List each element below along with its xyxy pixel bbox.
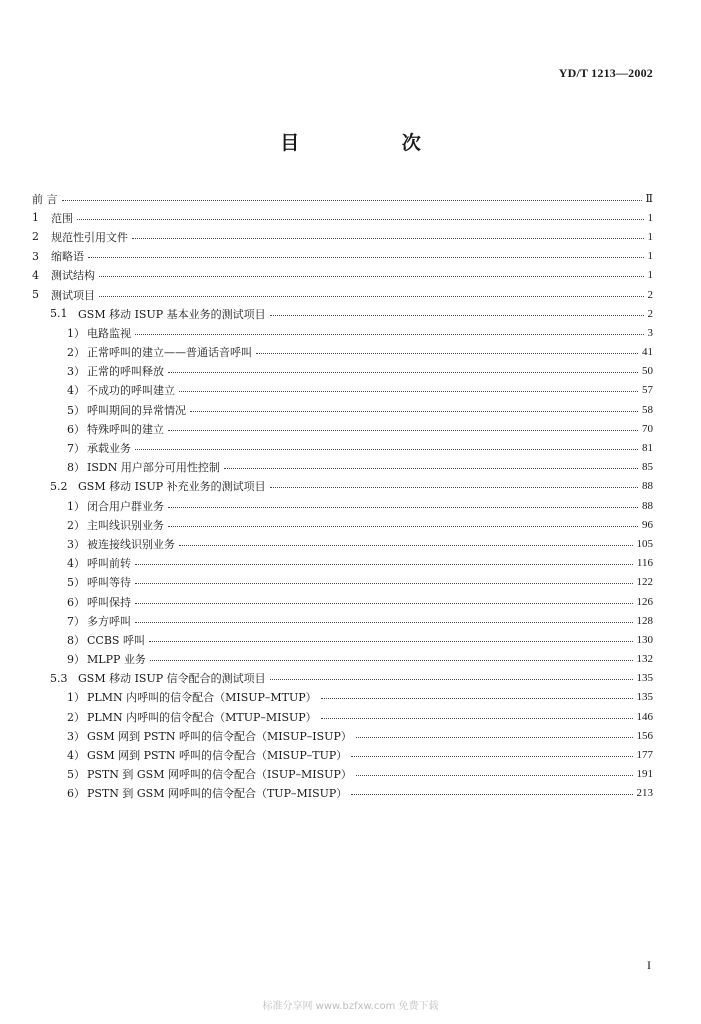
toc-entry[interactable]: [0, 534, 701, 553]
toc-entry[interactable]: [0, 285, 701, 304]
toc-entry-number: 5: [32, 288, 39, 302]
toc-entry-label: 范围: [51, 211, 73, 225]
toc-entry[interactable]: [0, 266, 701, 285]
toc-entry-page: 3: [647, 326, 653, 339]
toc-entry-page: 50: [642, 365, 653, 378]
toc-entry[interactable]: [0, 573, 701, 592]
toc-entry-page: 135: [636, 691, 653, 704]
dot-leader: [62, 200, 642, 201]
toc-entry[interactable]: [0, 381, 701, 400]
dot-leader: [270, 487, 638, 488]
toc-entry[interactable]: [0, 726, 701, 745]
toc-entry-number: 4）: [67, 557, 85, 571]
toc-entry[interactable]: [0, 208, 701, 227]
toc-entry-number: 2: [32, 230, 39, 244]
dot-leader: [77, 219, 644, 220]
dot-leader: [135, 449, 638, 450]
table-of-contents: [0, 189, 701, 803]
dot-leader: [179, 545, 633, 546]
toc-entry-label: 呼叫等待: [87, 576, 131, 590]
toc-entry-label: 前 言: [32, 192, 58, 206]
toc-entry-page: 88: [642, 480, 653, 493]
toc-entry-number: 1）: [67, 691, 85, 705]
toc-entry-page: 132: [636, 653, 653, 666]
toc-entry-page: 88: [642, 499, 653, 512]
toc-entry-page: Ⅱ: [645, 193, 653, 206]
toc-entry-page: 57: [642, 384, 653, 397]
toc-entry-page: 130: [636, 633, 653, 646]
toc-entry-page: 156: [636, 729, 653, 742]
toc-entry-label: 规范性引用文件: [51, 230, 128, 244]
toc-entry-number: 8）: [67, 633, 85, 647]
toc-entry[interactable]: [0, 496, 701, 515]
toc-entry-page: 2: [647, 288, 653, 301]
toc-entry[interactable]: [0, 400, 701, 419]
toc-entry[interactable]: [0, 515, 701, 534]
dot-leader: [321, 718, 633, 719]
toc-entry-number: 5.1: [50, 307, 68, 321]
dot-leader: [135, 564, 633, 565]
toc-entry-page: 70: [642, 422, 653, 435]
toc-entry-number: 3）: [67, 365, 85, 379]
toc-entry[interactable]: [0, 650, 701, 669]
toc-entry-label: ISDN 用户部分可用性控制: [87, 461, 220, 475]
toc-entry-page: 1: [647, 230, 653, 243]
dot-leader: [321, 698, 633, 699]
toc-entry[interactable]: [0, 592, 701, 611]
toc-entry-number: 4）: [67, 749, 85, 763]
toc-entry-number: 3: [32, 249, 39, 263]
toc-entry[interactable]: [0, 688, 701, 707]
toc-entry[interactable]: [0, 438, 701, 457]
toc-entry-number: 3）: [67, 729, 85, 743]
toc-entry-label: PLMN 内呼叫的信令配合（MTUP–MISUP）: [87, 710, 317, 724]
toc-entry-page: 116: [636, 557, 653, 570]
toc-entry[interactable]: [0, 419, 701, 438]
toc-entry-label: GSM 网到 PSTN 呼叫的信令配合（MISUP–TUP）: [87, 749, 348, 763]
toc-entry[interactable]: [0, 227, 701, 246]
dot-leader: [168, 526, 638, 527]
dot-leader: [135, 583, 633, 584]
toc-entry-page: 146: [636, 710, 653, 723]
toc-entry-page: 2: [647, 307, 653, 320]
toc-entry-page: 58: [642, 403, 653, 416]
dot-leader: [132, 238, 644, 239]
toc-entry[interactable]: [0, 611, 701, 630]
toc-entry[interactable]: [0, 707, 701, 726]
toc-entry-label: GSM 移动 ISUP 补充业务的测试项目: [78, 480, 266, 494]
toc-entry-number: 5.3: [50, 671, 68, 685]
watermark: 标准分享网 www.bzfxw.com 免费下载: [262, 1001, 439, 1012]
dot-leader: [135, 603, 633, 604]
toc-entry-page: 213: [636, 787, 653, 800]
page-number: I: [647, 958, 651, 972]
dot-leader: [270, 679, 633, 680]
toc-entry-label: 缩略语: [51, 250, 84, 264]
toc-entry-number: 3）: [67, 537, 85, 551]
toc-entry-label: 正常的呼叫释放: [87, 365, 164, 379]
toc-entry-number: 1: [32, 211, 39, 225]
toc-entry-label: 多方呼叫: [87, 614, 131, 628]
toc-entry-number: 8）: [67, 461, 85, 475]
dot-leader: [150, 660, 633, 661]
toc-entry[interactable]: [0, 362, 701, 381]
dot-leader: [99, 276, 644, 277]
toc-entry-page: 85: [642, 461, 653, 474]
dot-leader: [351, 756, 632, 757]
toc-entry[interactable]: [0, 745, 701, 764]
toc-entry-page: 128: [636, 614, 653, 627]
toc-entry-label: GSM 网到 PSTN 呼叫的信令配合（MISUP–ISUP）: [87, 729, 352, 743]
toc-entry-page: 1: [647, 250, 653, 263]
toc-entry-label: 正常呼叫的建立——普通话音呼叫: [87, 346, 252, 360]
toc-entry-label: PSTN 到 GSM 网呼叫的信令配合（TUP–MISUP）: [87, 787, 348, 801]
toc-entry-page: 1: [647, 211, 653, 224]
toc-entry-label: 被连接线识别业务: [87, 537, 175, 551]
toc-entry-label: 测试项目: [51, 288, 95, 302]
dot-leader: [256, 353, 638, 354]
toc-entry-label: 呼叫前转: [87, 557, 131, 571]
dot-leader: [224, 468, 638, 469]
toc-entry[interactable]: [0, 554, 701, 573]
toc-entry-page: 191: [636, 768, 653, 781]
toc-entry[interactable]: [0, 458, 701, 477]
toc-entry-page: 122: [636, 576, 653, 589]
toc-entry-page: 81: [642, 442, 653, 455]
toc-entry-label: 呼叫期间的异常情况: [87, 403, 186, 417]
toc-entry-number: 4）: [67, 384, 85, 398]
toc-entry-label: 测试结构: [51, 269, 95, 283]
toc-entry-label: GSM 移动 ISUP 信令配合的测试项目: [78, 672, 266, 686]
dot-leader: [351, 794, 632, 795]
toc-entry[interactable]: [0, 343, 701, 362]
toc-entry-number: 5）: [67, 403, 85, 417]
toc-entry-label: 主叫线识别业务: [87, 518, 164, 532]
toc-entry-number: 1）: [67, 499, 85, 513]
toc-entry-label: PSTN 到 GSM 网呼叫的信令配合（ISUP–MISUP）: [87, 768, 352, 782]
toc-entry-number: 7）: [67, 614, 85, 628]
toc-entry-number: 4: [32, 268, 39, 282]
toc-entry[interactable]: [0, 323, 701, 342]
toc-entry[interactable]: [0, 304, 701, 323]
toc-entry-page: 135: [636, 672, 653, 685]
toc-entry-page: 41: [642, 346, 653, 359]
toc-entry-label: 闭合用户群业务: [87, 499, 164, 513]
toc-entry-number: 6）: [67, 595, 85, 609]
toc-entry-label: PLMN 内呼叫的信令配合（MISUP–MTUP）: [87, 691, 317, 705]
toc-entry-number: 2）: [67, 710, 85, 724]
toc-entry-label: CCBS 呼叫: [87, 633, 145, 647]
toc-entry-page: 126: [636, 595, 653, 608]
dot-leader: [99, 296, 644, 297]
toc-entry-page: 105: [636, 537, 653, 550]
toc-entry-page: 177: [636, 749, 653, 762]
toc-entry-page: 1: [647, 269, 653, 282]
toc-entry[interactable]: [0, 669, 701, 688]
toc-entry-number: 5）: [67, 576, 85, 590]
dot-leader: [190, 411, 638, 412]
page-title: 目 次: [280, 132, 469, 154]
toc-entry[interactable]: [0, 247, 701, 266]
toc-entry[interactable]: [0, 765, 701, 784]
toc-entry-number: 7）: [67, 442, 85, 456]
dot-leader: [135, 334, 644, 335]
dot-leader: [168, 372, 638, 373]
toc-entry-label: MLPP 业务: [87, 653, 146, 667]
toc-entry[interactable]: [0, 189, 701, 208]
toc-entry-number: 6）: [67, 422, 85, 436]
toc-entry-label: 电路监视: [87, 326, 131, 340]
toc-entry-page: 96: [642, 518, 653, 531]
toc-entry[interactable]: [0, 477, 701, 496]
toc-entry-number: 5.2: [50, 479, 68, 493]
dot-leader: [270, 315, 644, 316]
toc-entry-number: 1）: [67, 326, 85, 340]
toc-entry-label: 不成功的呼叫建立: [87, 384, 175, 398]
toc-entry-label: GSM 移动 ISUP 基本业务的测试项目: [78, 307, 266, 321]
toc-entry[interactable]: [0, 630, 701, 649]
dot-leader: [168, 430, 638, 431]
toc-entry-number: 6）: [67, 787, 85, 801]
dot-leader: [135, 622, 633, 623]
dot-leader: [356, 737, 633, 738]
toc-entry-number: 5）: [67, 768, 85, 782]
toc-entry-number: 9）: [67, 653, 85, 667]
toc-entry-number: 2）: [67, 346, 85, 360]
dot-leader: [356, 775, 633, 776]
dot-leader: [179, 391, 638, 392]
dot-leader: [168, 507, 638, 508]
toc-entry-label: 承载业务: [87, 442, 131, 456]
toc-entry-label: 呼叫保持: [87, 595, 131, 609]
toc-entry-number: 2）: [67, 518, 85, 532]
dot-leader: [88, 257, 644, 258]
toc-entry[interactable]: [0, 784, 701, 803]
toc-entry-label: 特殊呼叫的建立: [87, 422, 164, 436]
standard-code: YD/T 1213—2002: [558, 66, 653, 80]
dot-leader: [149, 641, 633, 642]
